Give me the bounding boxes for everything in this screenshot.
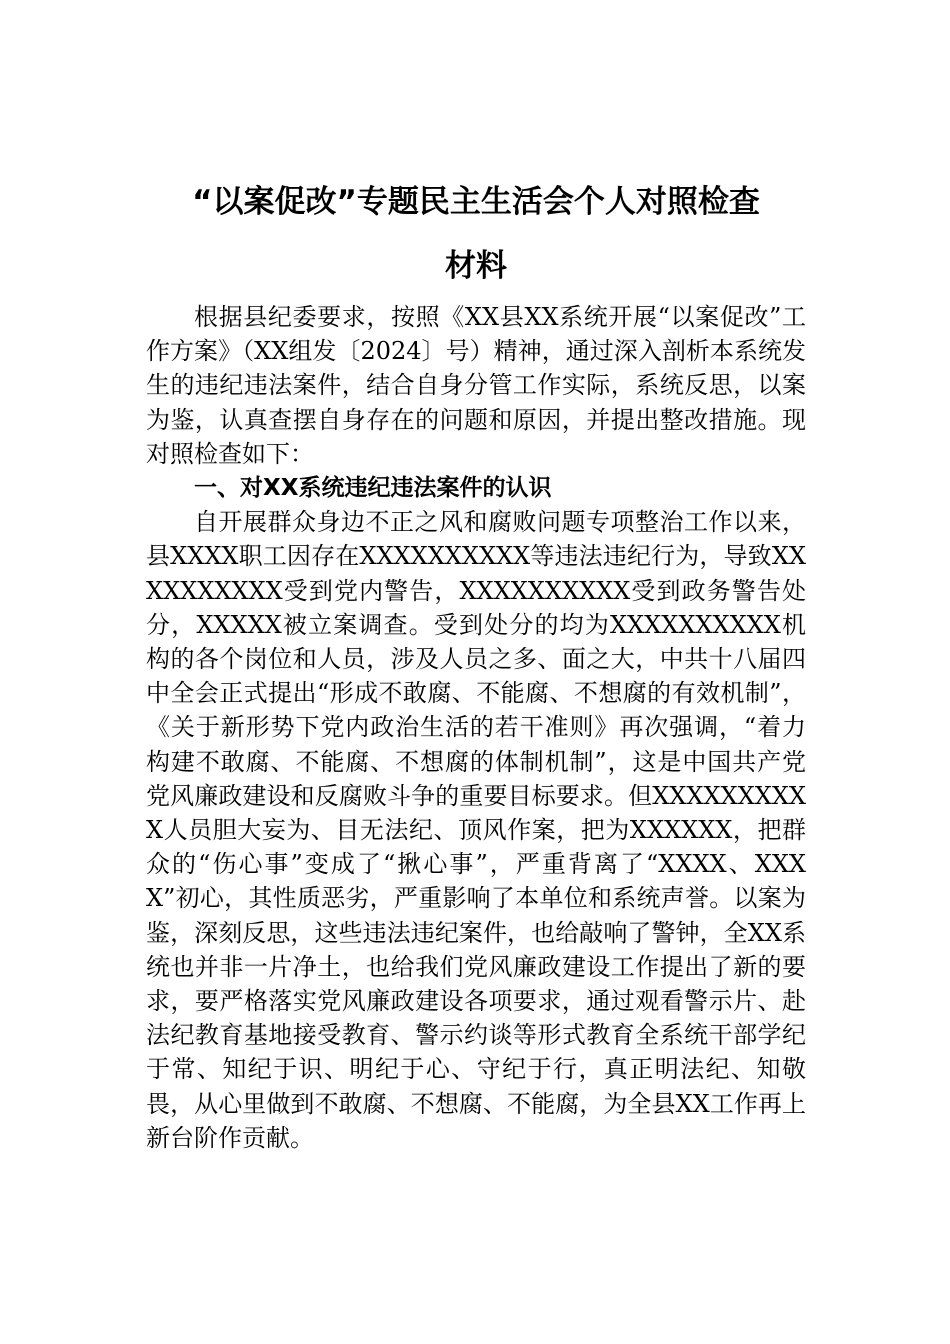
section-1-paragraph: 自开展群众身边不正之风和腐败问题专项整治工作以来，县XXXX职工因存在XXXXXXXXXX等违法违纪行为，导致XXXXXXXXXX受到党内警告，XXXXXXXXXX受到政务警告处分，XXXXX被立案调查。受到处分的均为XXXXXXXXXX机构的各个岗位和人员，涉及人员之多、面之大，中共十八届四中全会正式提出“形成不敢腐、不能腐、不想腐的有效机制”，《关于新形势下党内政治生活的若干准则》再次强调，“着力构建不敢腐、不能腐、不想腐的体制机制”，这是中国共产党党风廉政建设和反腐败斗争的重要目标要求。但XXXXXXXXXX人员胆大妄为、目无法纪、顶风作案，把为XXXXXX，把群众的“伤心事”变成了“揪心事”，严重背离了“XXXX、XXXX”初心，其性质恶劣，严重影响了本单位和系统声誉。以案为鉴，深刻反思，这些违法违纪案件，也给敲响了警钟，全XX系统也并非一片净土，也给我们党风廉政建设工作提出了新的要求，要严格落实党风廉政建设各项要求，通过观看警示片、赴法纪教育基地接受教育、警示约谈等形式教育全系统干部学纪于常、知纪于识、明纪于心、守纪于行，真正明法纪、知敬畏，从心里做到不敢腐、不想腐、不能腐，为全县XX工作再上新台阶作贡献。 bbox=[146, 508, 806, 1152]
title-line-2: 材料 bbox=[445, 248, 507, 284]
document-page bbox=[146, 170, 806, 1155]
intro-paragraph: 根据县纪委要求，按照《XX县XX系统开展“以案促改”工作方案》（XX组发〔2024〕号）精神，通过深入剖析本系统发生的违纪违法案件，结合自身分管工作实际，系统反思，以案为鉴，认真查摆自身存在的问题和原因，并提出整改措施。现对照检查如下： bbox=[146, 303, 806, 468]
document-title bbox=[146, 170, 806, 298]
section-heading-1: 一、对XX系统违纪违法案件的认识 bbox=[194, 475, 552, 502]
title-line-1: “以案促改”专题民主生活会个人对照检查 bbox=[192, 184, 760, 220]
